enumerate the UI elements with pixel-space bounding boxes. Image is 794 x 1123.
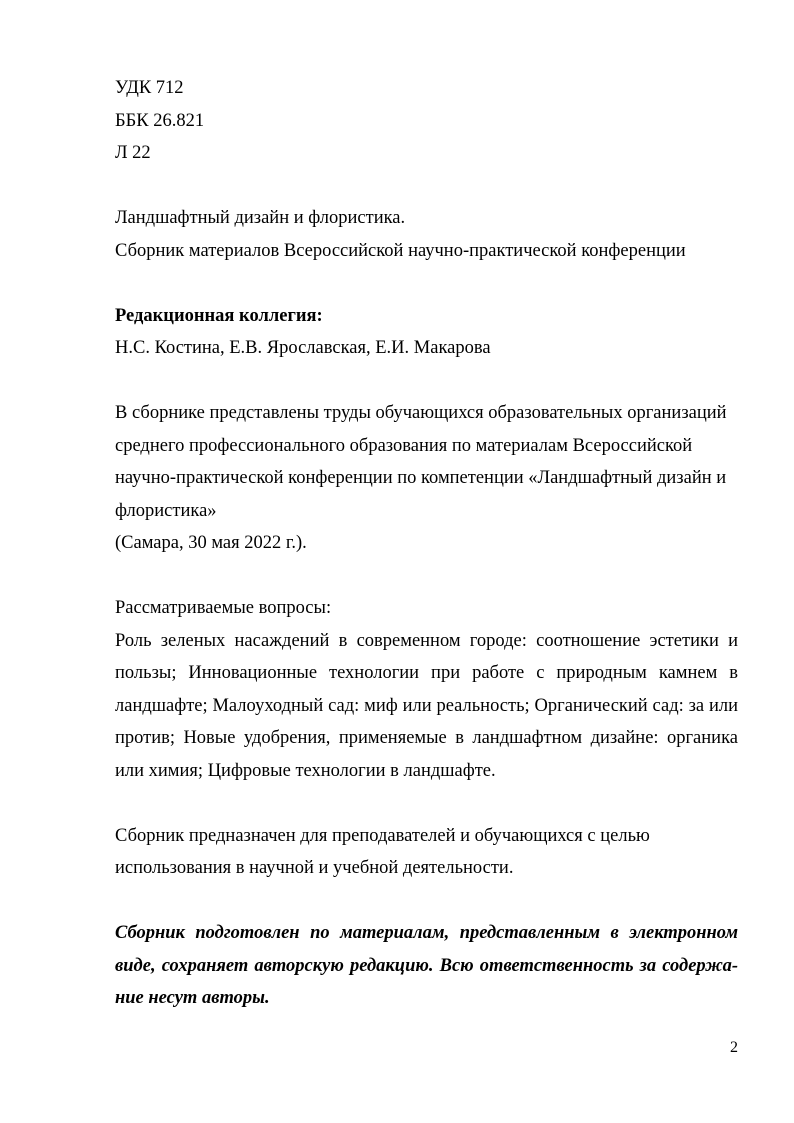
topics-line: Роль зеленых насаждений в современном городе: соотношение эстетики и: [115, 630, 738, 651]
author-mark: Л 22: [115, 143, 151, 163]
spacer: [115, 560, 738, 593]
topics-line: пользы; Инновационные технологии при работе с природным камнем в: [115, 663, 738, 683]
spacer: [115, 267, 738, 300]
spacer: [115, 885, 738, 918]
editorial-board-members: Н.С. Костина, Е.В. Ярославская, Е.И. Макарова: [115, 338, 491, 358]
bbk-code: ББК 26.821: [115, 110, 205, 131]
note-line: Сборник подготовлен по материалам, представленным в электронном: [115, 923, 738, 943]
note-line: виде, сохраняет авторскую редакцию. Всю ответственность за содержа-: [115, 955, 738, 976]
topics-paragraph: [115, 625, 738, 788]
topics-line: против; Новые удобрения, применяемые в ландшафтном дизайне: органика: [115, 728, 738, 748]
authorship-note: [115, 917, 738, 1015]
description-line: среднего профессионального образования по материалам Всероссийской: [115, 435, 693, 456]
topics-line: или химия; Цифровые технологии в ландшафте.: [115, 760, 496, 781]
topics-line: ландшафте; Малоуходный сад: миф или реальность; Органический сад: за или: [115, 695, 738, 716]
spacer: [115, 787, 738, 820]
page-content: [115, 72, 738, 1015]
description-line: (Самара, 30 мая 2022 г.).: [115, 533, 307, 553]
page-number: 2: [730, 1039, 738, 1056]
editorial-board-heading: Редакционная коллегия:: [115, 305, 323, 326]
audience-paragraph: [115, 820, 738, 885]
topics-heading: Рассматриваемые вопросы:: [115, 598, 332, 618]
description-line: флористика»: [115, 500, 217, 521]
audience-line: Сборник предназначен для преподавателей и обучающихся с целью: [115, 825, 650, 846]
description-paragraph: [115, 397, 738, 560]
udk-code: УДК 712: [115, 78, 184, 98]
spacer: [115, 365, 738, 398]
audience-line: использования в научной и учебной деятельности.: [115, 858, 514, 878]
description-line: В сборнике представлены труды обучающихся образовательных организаций: [115, 403, 727, 423]
book-title: Ландшафтный дизайн и флористика.: [115, 208, 406, 228]
note-line: ние несут авторы.: [115, 988, 270, 1008]
book-subtitle: Сборник материалов Всероссийской научно-практической конференции: [115, 240, 686, 261]
description-line: научно-практической конференции по компетенции «Ландшафтный дизайн и: [115, 468, 727, 488]
spacer: [115, 170, 738, 203]
